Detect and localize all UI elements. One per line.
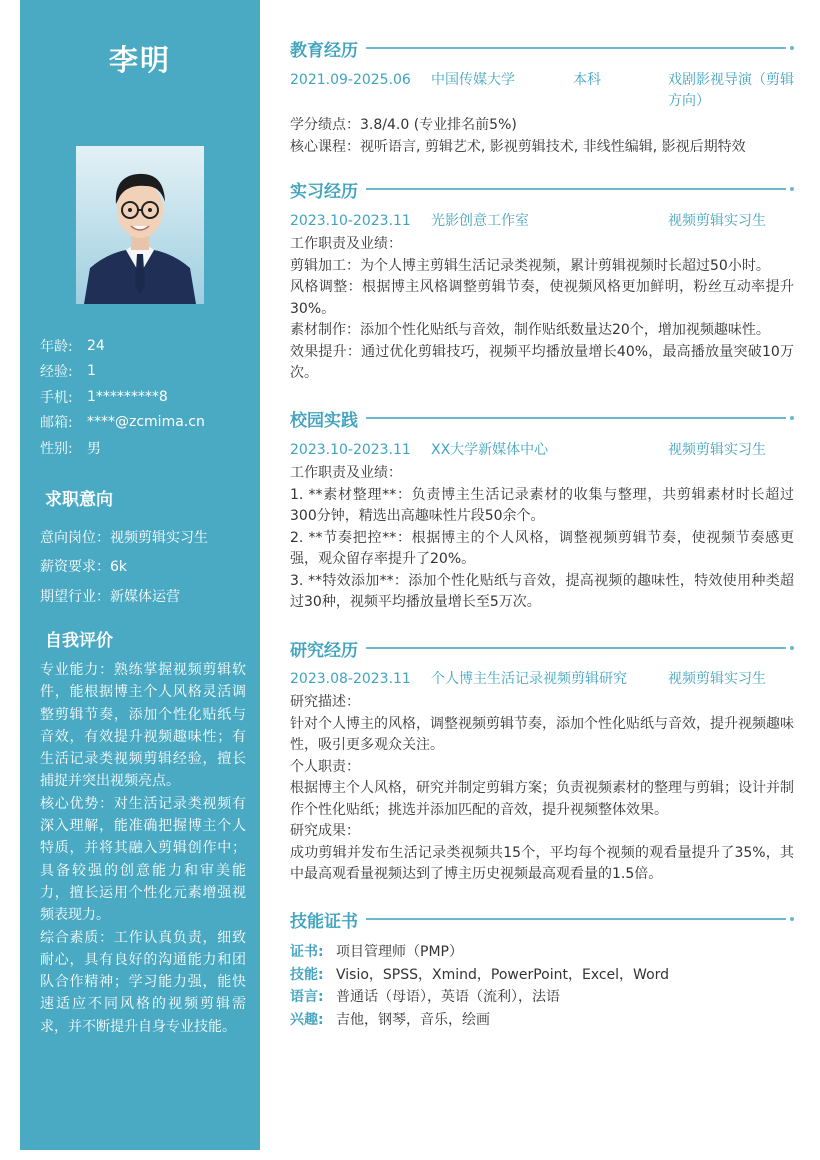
detail-line: 个人职责： [290,758,360,775]
info-value: 1*********8 [87,388,168,405]
campus-entry [290,440,794,462]
info-phone [40,384,250,410]
section-title: 技能证书 [290,911,358,932]
skill-tools [290,963,794,986]
entry-role: 视频剪辑实习生 [668,442,766,458]
intent-salary: 薪资要求：6k [40,559,128,576]
entry-role: 视频剪辑实习生 [668,671,766,687]
info-value: ****@zcmima.cn [87,414,205,431]
skill-value: 吉他，钢琴，音乐，绘画 [336,1011,490,1028]
detail-line: 剪辑加工：为个人博主剪辑生活记录类视频，累计剪辑视频时长超过50小时。 [290,257,770,274]
detail-line: 风格调整：根据博主风格调整剪辑节奏，使视频风格更加鲜明，粉丝互动率提升30%。 [290,279,794,317]
info-email [40,410,250,436]
info-label: 性别: [40,440,73,457]
intent-position: 意向岗位：视频剪辑实习生 [40,529,208,546]
skill-value: 项目管理师（PMP） [336,944,463,961]
info-gender [40,435,250,461]
divider [366,918,786,920]
education-details [290,115,794,158]
internship-entry [290,211,794,233]
divider [366,47,786,49]
section-title: 教育经历 [290,40,358,61]
intent-industry: 期望行业：新媒体运营 [40,588,180,605]
info-label: 年龄: [40,338,73,355]
info-label: 手机: [40,389,73,406]
info-label: 经验: [40,364,73,381]
eval-quality: 综合素质：工作认真负责，细致耐心，具有良好的沟通能力和团队合作精神；学习能力强，能快速适应不同风格的视频剪辑需求，并不断提升自身专业技能。 [40,929,246,1035]
skill-value: 普通话（母语），英语（流利），法语 [336,989,560,1006]
campus-heading [290,406,794,430]
divider-dot [790,646,794,650]
divider-dot [790,416,794,420]
job-intent [40,522,250,611]
self-evaluation [40,659,246,1038]
info-age [40,333,250,359]
skills-heading [290,907,794,931]
detail-line: 学分绩点：3.8/4.0 (专业排名前5%) [290,117,517,133]
divider-dot [790,917,794,921]
info-value: 24 [87,337,105,354]
skill-label: 证书: [290,944,324,961]
section-title: 实习经历 [290,181,358,202]
intent-heading: 求职意向 [45,490,113,510]
detail-line: 成功剪辑并发布生活记录类视频共15个，平均每个视频的观看量提升了35%，其中最高观看量视频达到了博主历史视频最高观看量的1.5倍。 [290,844,794,882]
detail-line: 研究成果： [290,823,360,839]
profile-photo [76,146,204,304]
info-label: 邮箱: [40,415,73,432]
campus-details [290,463,794,614]
self-eval-heading: 自我评价 [45,631,113,651]
internship-details [290,234,794,385]
entry-date: 2023.10-2023.11 [290,442,411,458]
research-details [290,692,794,886]
detail-line: 根据博主个人风格，研究并制定剪辑方案；负责视频素材的整理与剪辑；设计并制作个性化贴纸；挑选并添加匹配的音效，提升视频整体效果。 [290,780,794,818]
detail-line: 工作职责及业绩： [290,236,402,252]
entry-project: 个人博主生活记录视频剪辑研究 [431,671,627,687]
research-entry [290,669,794,691]
entry-role: 视频剪辑实习生 [668,213,766,229]
sidebar [20,0,260,1150]
entry-org: XX大学新媒体中心 [431,442,549,458]
section-title: 校园实践 [290,410,358,431]
skill-value: Visio，SPSS，Xmind，PowerPoint，Excel，Word [336,966,670,983]
divider-dot [790,187,794,191]
skill-label: 语言: [290,989,324,1006]
detail-line: 1. **素材整理**：负责博主生活记录素材的收集与整理，共剪辑素材时长超过300分钟，精选出高趣味性片段50余个。 [290,486,794,524]
info-experience [40,359,250,385]
entry-date: 2023.08-2023.11 [290,671,411,687]
entry-date: 2023.10-2023.11 [290,213,411,229]
skills-list [290,940,794,1030]
eval-advantage: 核心优势：对生活记录类视频有深入理解，能准确把握博主个人特质，并将其融入剪辑创作中；具备较强的创意能力和审美能力，擅长运用个性化元素增强视频表现力。 [40,795,246,924]
skill-hobby [290,1008,794,1031]
candidate-name: 李明 [108,43,171,77]
entry-major: 戏剧影视导演（剪辑方向） [668,72,794,109]
research-heading [290,636,794,660]
detail-line: 针对个人博主的风格，调整视频剪辑节奏，添加个性化贴纸与音效，提升视频趣味性，吸引更多观众关注。 [290,715,794,753]
detail-line: 工作职责及业绩： [290,465,402,481]
detail-line: 效果提升：通过优化剪辑技巧，视频平均播放量增长40%，最高播放量突破10万次。 [290,343,794,381]
divider [366,188,786,190]
info-value: 1 [87,363,96,380]
eval-professional: 专业能力：熟练掌握视频剪辑软件，能根据博主个人风格灵活调整剪辑节奏，添加个性化贴纸与音效，有效提升视频趣味性；有生活记录类视频剪辑经验，擅长捕捉并突出视频亮点。 [40,662,246,790]
education-heading [290,36,794,60]
section-title: 研究经历 [290,640,358,661]
skill-label: 兴趣: [290,1011,324,1028]
portrait-illustration [76,146,204,304]
detail-line: 2. **节奏把控**：根据博主的个人风格，调整视频剪辑节奏，使视频节奏感更强，观众留存率提升了20%。 [290,529,794,567]
basic-info [40,333,250,461]
skill-language [290,985,794,1008]
internship-heading [290,177,794,201]
skill-certificate [290,940,794,963]
entry-date: 2021.09-2025.06 [290,72,411,88]
entry-school: 中国传媒大学 [431,72,515,88]
skill-label: 技能: [290,966,324,983]
education-entry [290,70,794,114]
detail-line: 研究描述： [290,694,360,710]
divider [366,647,786,649]
entry-company: 光影创意工作室 [431,213,529,229]
detail-line: 3. **特效添加**：添加个性化贴纸与音效，提高视频的趣味性，特效使用种类超过30种，视频平均播放量增长至5万次。 [290,572,794,610]
info-value: 男 [87,440,101,457]
detail-line: 核心课程：视听语言, 剪辑艺术, 影视剪辑技术, 非线性编辑, 影视后期特效 [290,138,746,155]
entry-degree: 本科 [573,72,601,88]
detail-line: 素材制作：添加个性化贴纸与音效，制作贴纸数量达20个，增加视频趣味性。 [290,322,770,338]
divider-dot [790,46,794,50]
divider [366,417,786,419]
